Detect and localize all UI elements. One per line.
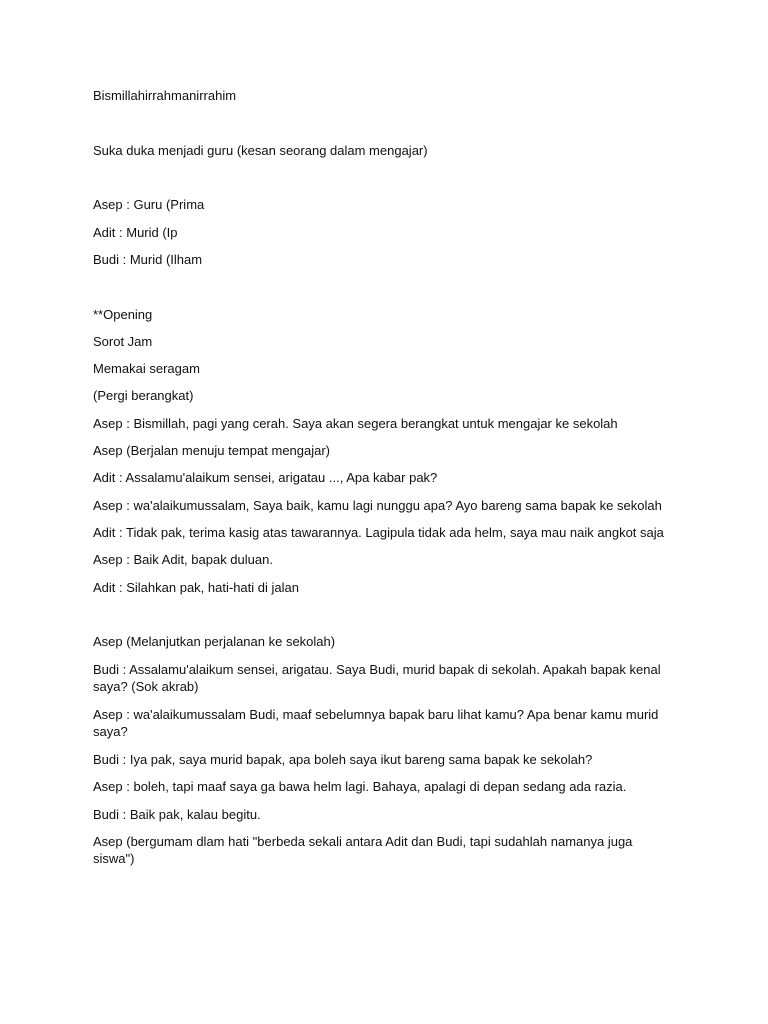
dialogue-line: Adit : Assalamu'alaikum sensei, arigatau ..., Apa kabar pak? [93, 470, 438, 485]
dialogue-line: Asep : Bismillah, pagi yang cerah. Saya akan segera berangkat untuk mengajar ke sekolah [93, 416, 618, 431]
cast-line: Asep : Guru (Prima [93, 197, 205, 212]
dialogue-line: Adit : Tidak pak, terima kasig atas tawarannya. Lagipula tidak ada helm, saya mau naik angkot saja [93, 525, 664, 540]
stage-direction: Asep (Berjalan menuju tempat mengajar) [93, 443, 331, 458]
stage-direction: (Pergi berangkat) [93, 388, 194, 403]
cast-line: Adit : Murid (Ip [93, 225, 178, 240]
cast-line: Budi : Murid (Ilham [93, 252, 203, 267]
stage-direction: Memakai seragam [93, 361, 200, 376]
document-header: Bismillahirrahmanirrahim [93, 88, 237, 103]
dialogue-line: Asep : boleh, tapi maaf saya ga bawa helm lagi. Bahaya, apalagi di depan sedang ada razia. [93, 779, 627, 794]
section-heading: **Opening [93, 307, 153, 322]
dialogue-line: Asep : Baik Adit, bapak duluan. [93, 552, 273, 567]
dialogue-line: Asep : wa'alaikumussalam Budi, maaf sebelumnya bapak baru lihat kamu? Apa benar kamu murid saya? [93, 707, 659, 739]
dialogue-line: Asep : wa'alaikumussalam, Saya baik, kamu lagi nunggu apa? Ayo bareng sama bapak ke sekolah [93, 498, 662, 513]
dialogue-line: Budi : Baik pak, kalau begitu. [93, 807, 261, 822]
stage-direction: Asep (bergumam dlam hati "berbeda sekali antara Adit dan Budi, tapi sudahlah namanya juga siswa") [93, 834, 633, 866]
dialogue-line: Budi : Iya pak, saya murid bapak, apa boleh saya ikut bareng sama bapak ke sekolah? [93, 752, 593, 767]
dialogue-line: Budi : Assalamu'alaikum sensei, arigatau. Saya Budi, murid bapak di sekolah. Apakah bapak kenal saya? (Sok akrab) [93, 662, 661, 694]
document-title: Suka duka menjadi guru (kesan seorang dalam mengajar) [93, 143, 428, 158]
dialogue-line: Adit : Silahkan pak, hati-hati di jalan [93, 580, 299, 595]
stage-direction: Asep (Melanjutkan perjalanan ke sekolah) [93, 634, 336, 649]
stage-direction: Sorot Jam [93, 334, 153, 349]
